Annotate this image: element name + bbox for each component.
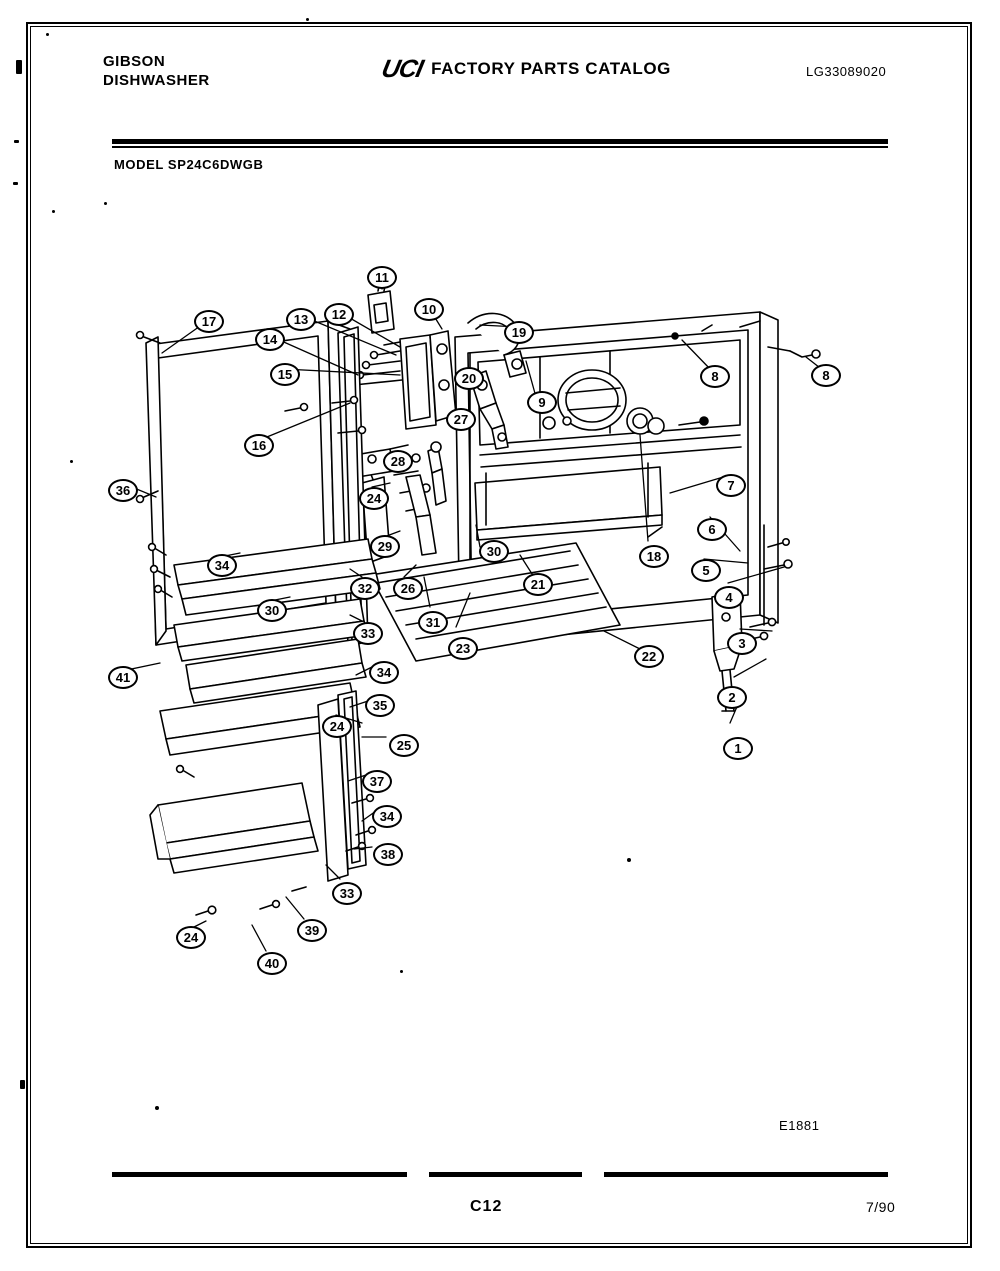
callout-8b: 8: [811, 364, 841, 387]
brand-name: [103, 52, 210, 90]
callout-25: 25: [389, 734, 419, 757]
scan-speck: [155, 1106, 159, 1110]
scan-speck: [627, 858, 631, 862]
header-rule: [112, 139, 888, 144]
callout-17: 17: [194, 310, 224, 333]
callout-23: 23: [448, 637, 478, 660]
catalog-title: [379, 55, 671, 84]
catalog-title-text: FACTORY PARTS CATALOG: [431, 59, 671, 78]
callout-15: 15: [270, 363, 300, 386]
callout-9: 9: [527, 391, 557, 414]
callout-39: 39: [297, 919, 327, 942]
callout-6: 6: [697, 518, 727, 541]
callout-14: 14: [255, 328, 285, 351]
scan-speck: [20, 1080, 25, 1089]
callout-26: 26: [393, 577, 423, 600]
callout-36: 36: [108, 479, 138, 502]
parts-diagram: [100, 225, 900, 985]
brand-line-2: DISHWASHER: [103, 72, 210, 89]
callout-22: 22: [634, 645, 664, 668]
scan-speck: [14, 140, 19, 143]
page-number: C12: [470, 1198, 503, 1215]
callout-27: 27: [446, 408, 476, 431]
footer-rule-gap-right: [582, 1171, 604, 1179]
callout-33b: 33: [332, 882, 362, 905]
callout-5: 5: [691, 559, 721, 582]
callout-24c: 24: [176, 926, 206, 949]
catalog-number: LG33089020: [806, 64, 887, 79]
callout-19: 19: [504, 321, 534, 344]
header-rule-thin: [112, 146, 888, 148]
callout-28: 28: [383, 450, 413, 473]
footer-rule-gap-left: [407, 1171, 429, 1179]
callout-21: 21: [523, 573, 553, 596]
callout-7: 7: [716, 474, 746, 497]
page-date: 7/90: [866, 1199, 896, 1215]
callout-35: 35: [365, 694, 395, 717]
callout-33a: 33: [353, 622, 383, 645]
ucl-logo: UCI: [379, 55, 426, 83]
callout-24b: 24: [322, 715, 352, 738]
callout-11: 11: [367, 266, 397, 289]
callout-30b: 30: [257, 599, 287, 622]
scan-speck: [52, 210, 55, 213]
callout-34a: 34: [207, 554, 237, 577]
callout-2: 2: [717, 686, 747, 709]
callout-34b: 34: [369, 661, 399, 684]
callout-8a: 8: [700, 365, 730, 388]
callout-16: 16: [244, 434, 274, 457]
callout-1: 1: [723, 737, 753, 760]
callout-29: 29: [370, 535, 400, 558]
callout-18: 18: [639, 545, 669, 568]
scan-speck: [400, 970, 403, 973]
callout-38: 38: [373, 843, 403, 866]
callout-10: 10: [414, 298, 444, 321]
callout-4: 4: [714, 586, 744, 609]
scan-speck: [306, 18, 309, 21]
callout-32: 32: [350, 577, 380, 600]
scan-speck: [104, 202, 107, 205]
reference-code: E1881: [779, 1118, 820, 1133]
callout-41: 41: [108, 666, 138, 689]
callout-12: 12: [324, 303, 354, 326]
callout-30a: 30: [479, 540, 509, 563]
callout-20: 20: [454, 367, 484, 390]
callout-40: 40: [257, 952, 287, 975]
footer-rule: [112, 1172, 888, 1177]
callout-13: 13: [286, 308, 316, 331]
scan-speck: [16, 60, 22, 74]
callout-37: 37: [362, 770, 392, 793]
callout-31: 31: [418, 611, 448, 634]
model-label: MODEL SP24C6DWGB: [114, 157, 264, 172]
brand-line-1: GIBSON: [103, 53, 166, 70]
callout-3: 3: [727, 632, 757, 655]
scan-speck: [70, 460, 73, 463]
scan-speck: [46, 33, 49, 36]
scan-speck: [13, 182, 18, 185]
callout-34c: 34: [372, 805, 402, 828]
callout-24a: 24: [359, 487, 389, 510]
